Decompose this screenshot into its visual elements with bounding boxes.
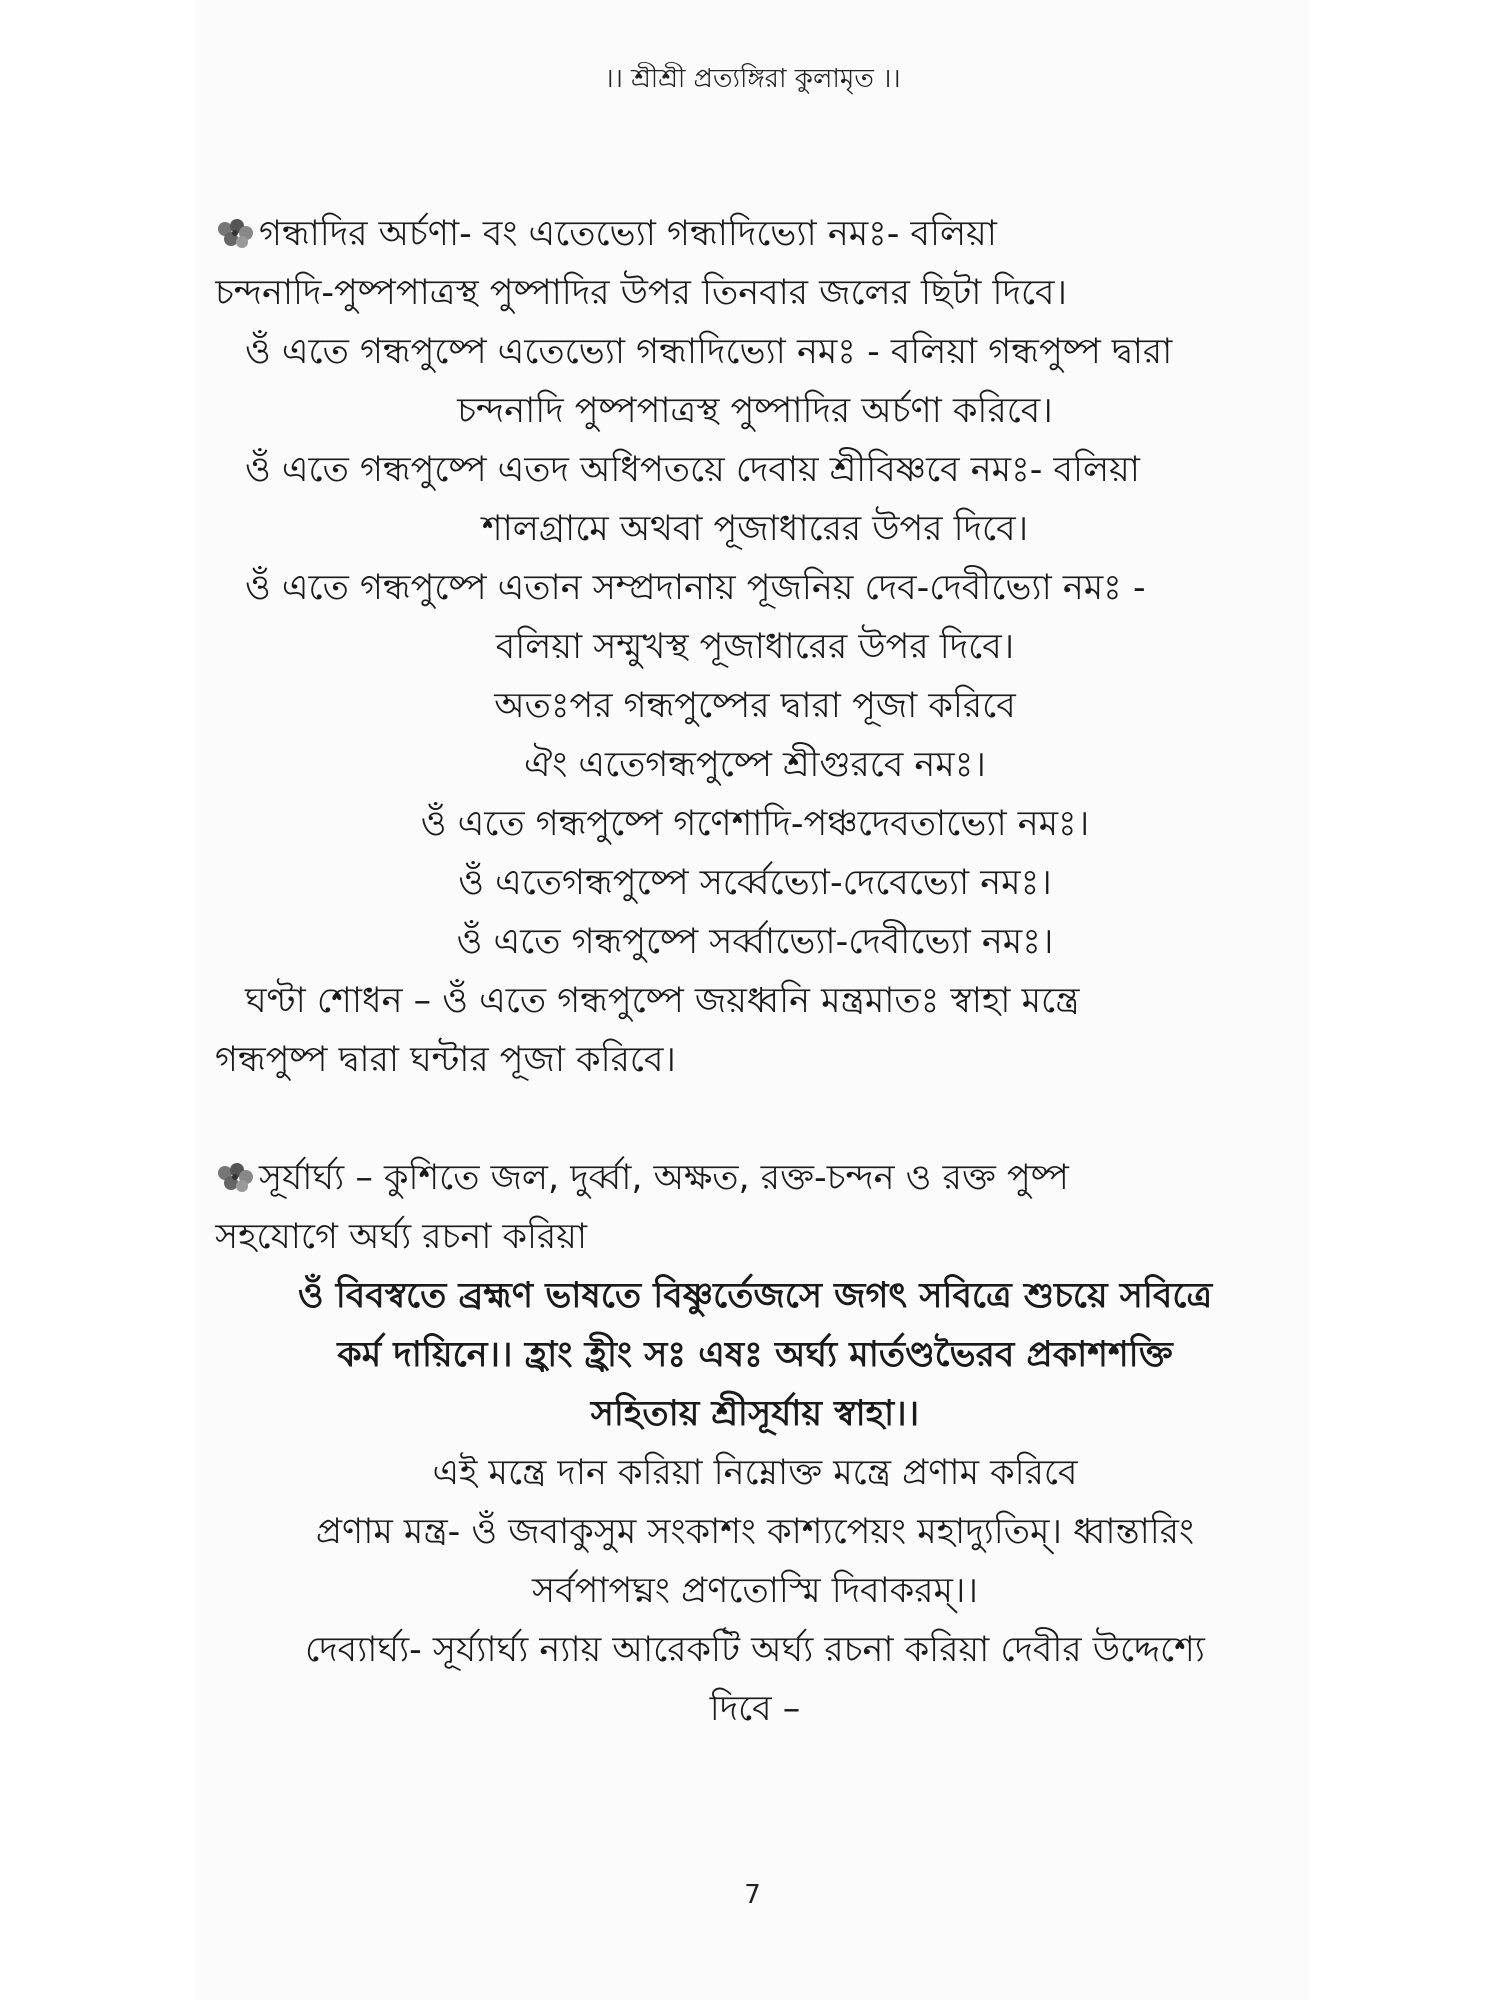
section-gap [215,1090,1295,1149]
text-line: প্রণাম মন্ত্র- ওঁ জবাকুসুম সংকাশং কাশ্যপেয়ং মহাদ্যুতিম্। ধ্বান্তারিং [315,1512,1195,1552]
text-line: চন্দনাদি-পুষ্পপাত্রস্থ পুষ্পাদির উপর তিনবার জলের ছিটা দিবে। [215,273,1068,313]
text-line: ওঁ এতে গন্ধপুষ্পে সর্ব্বাভ্যো-দেবীভ্যো নমঃ। [456,922,1054,962]
text-line: ওঁ এতে গন্ধপুষ্পে এতেভ্যো গন্ধাদিভ্যো নমঃ - বলিয়া গন্ধপুষ্প দ্বারা [245,332,1173,372]
flower-ornament-icon [215,1161,255,1193]
text-line: ওঁ এতে গন্ধপুষ্পে এতদ অধিপতয়ে দেবায় শ্রীবিষ্ণবে নমঃ- বলিয়া [245,450,1140,490]
page-header: ।। শ্রীশ্রী প্রত্যঙ্গিরা কুলামৃত ।। [604,64,901,94]
document-body [215,205,1295,1739]
text-line: ঘণ্টা শোধন – ওঁ এতে গন্ধপুষ্পে জয়ধ্বনি মন্ত্রমাতঃ স্বাহা মন্ত্রে [245,981,1080,1021]
text-line: ওঁ এতে গন্ধপুষ্পে গণেশাদি-পঞ্চদেবতাভ্যো নমঃ। [420,804,1090,844]
text-line: ঐং এতেগন্ধপুষ্পে শ্রীগুরবে নমঃ। [524,745,986,785]
text-line: দেব্যার্ঘ্য- সূর্য্যার্ঘ্য ন্যায় আরেকটি অর্ঘ্য রচনা করিয়া দেবীর উদ্দেশ্যে [305,1630,1205,1670]
flower-ornament-icon [215,217,255,249]
mantra-line: সহিতায় শ্রীসূর্যায় স্বাহা।। [590,1394,920,1434]
text-line: এই মন্ত্রে দান করিয়া নিম্নোক্ত মন্ত্রে প্রণাম করিবে [432,1453,1078,1493]
text-line: শালগ্রামে অথবা পূজাধারের উপর দিবে। [481,509,1029,549]
section-heading-suryarghya: সূর্যার্ঘ্য – কুশিতে জল, দুর্ব্বা, অক্ষত, রক্ত-চন্দন ও রক্ত পুষ্প [259,1158,1069,1198]
text-line [215,205,1295,264]
text-line: বলিয়া সম্মুখস্থ পূজাধারের উপর দিবে। [495,627,1015,667]
text-line: সর্বপাপঘ্নং প্রণতোস্মি দিবাকরম্।। [532,1571,978,1611]
text-line: গন্ধপুষ্প দ্বারা ঘন্টার পূজা করিবে। [215,1040,676,1080]
text-line: ওঁ এতে গন্ধপুষ্পে এতান সম্প্রদানায় পূজনিয় দেব-দেবীভ্যো নমঃ - [245,568,1146,608]
text-line: সহযোগে অর্ঘ্য রচনা করিয়া [215,1217,588,1257]
text-line: চন্দনাদি পুষ্পপাত্রস্থ পুষ্পাদির অর্চণা করিবে। [457,391,1053,431]
text-line [215,1149,1295,1208]
mantra-line: ওঁ বিবস্বতে ব্রহ্মণ ভাষতে বিষ্ণুর্তেজসে জগৎ সবিত্রে শুচয়ে সবিত্রে [297,1276,1213,1316]
page-number: 7 [744,1880,761,1910]
text-line: ওঁ এতেগন্ধপুষ্পে সর্ব্বেভ্যো-দেবেভ্যো নমঃ। [458,863,1052,903]
mantra-line: কর্ম দায়িনে।। হ্রাং হ্রীং সঃ এষঃ অর্ঘ্য মার্তণ্ডভৈরব প্রকাশশক্তি [337,1335,1173,1375]
section-heading-gandhadi: গন্ধাদির অর্চণা- বং এতেভ্যো গন্ধাদিভ্যো নমঃ- বলিয়া [259,214,997,254]
document-page [195,0,1310,2000]
text-line: অতঃপর গন্ধপুষ্পের দ্বারা পূজা করিবে [494,686,1016,726]
text-line: দিবে – [709,1689,801,1729]
